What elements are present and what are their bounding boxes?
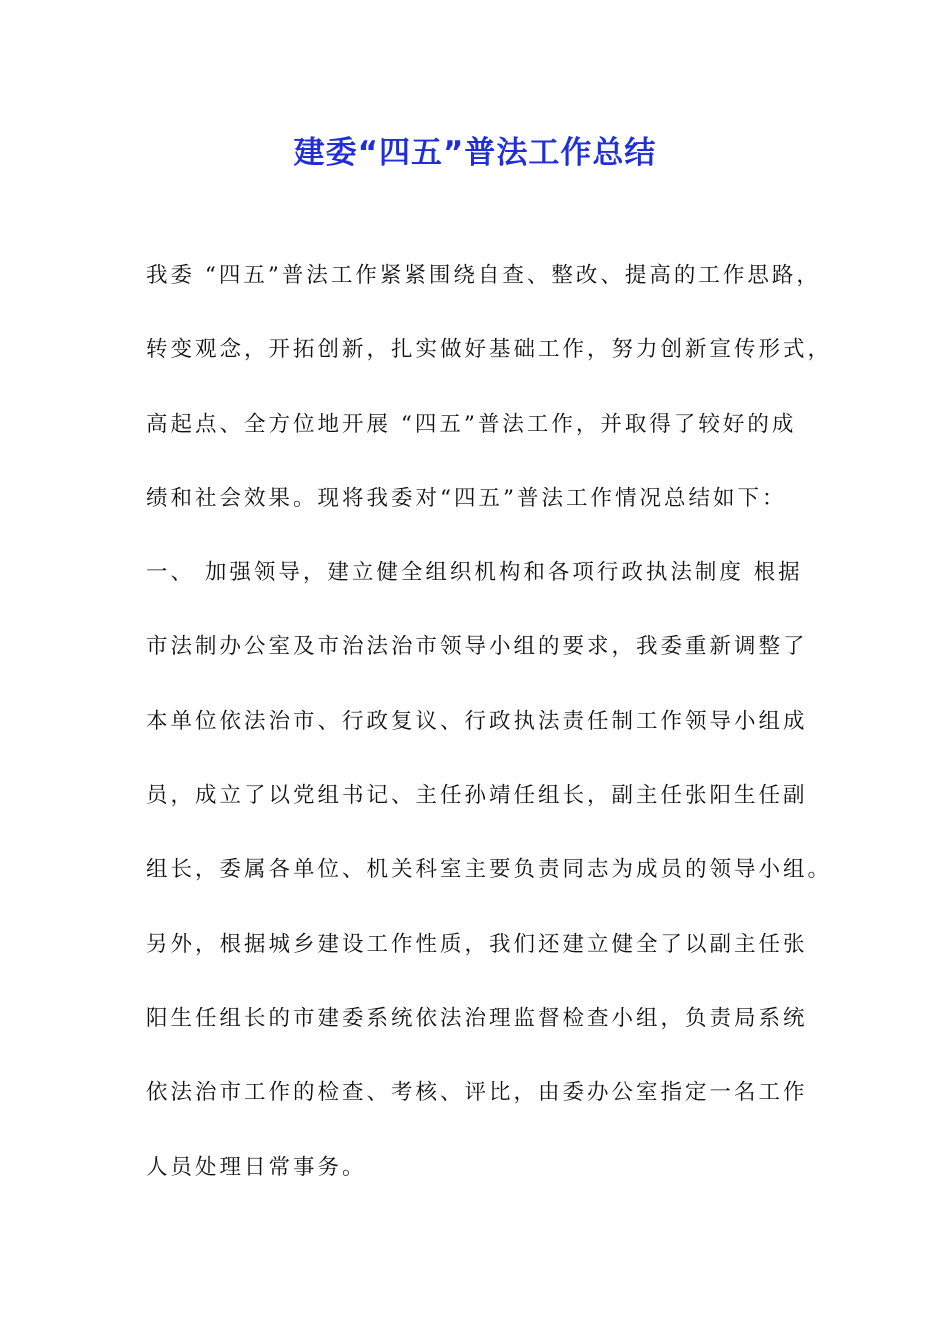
paragraph-line: 高起点、全方位地开展 “四五”普法工作，并取得了较好的成 <box>146 411 797 437</box>
paragraph-line: 另外，根据城乡建设工作性质，我们还建立健全了以副主任张 <box>146 931 808 957</box>
paragraph-line: 依法治市工作的检查、考核、评比，由委办公室指定一名工作 <box>146 1080 808 1106</box>
paragraph-line: 人员处理日常事务。 <box>146 1154 367 1180</box>
paragraph-line: 市法制办公室及市治法治市领导小组的要求，我委重新调整了 <box>146 634 808 660</box>
paragraph-line: 组长，委属各单位、机关科室主要负责同志为成员的领导小组。 <box>146 857 833 883</box>
document-body <box>146 264 846 1230</box>
section-heading-line: 一、 加强领导，建立健全组织机构和各项行政执法制度 根据 <box>146 560 803 586</box>
paragraph-line: 员，成立了以党组书记、主任孙靖任组长，副主任张阳生任副 <box>146 783 808 809</box>
document-title: 建委“四五”普法工作总结 <box>293 135 657 171</box>
paragraph-line: 本单位依法治市、行政复议、行政执法责任制工作领导小组成 <box>146 708 808 734</box>
paragraph-line: 绩和社会效果。现将我委对“四五”普法工作情况总结如下： <box>146 485 787 511</box>
paragraph-line: 阳生任组长的市建委系统依法治理监督检查小组，负责局系统 <box>146 1005 808 1031</box>
paragraph-line: 转变观念，开拓创新，扎实做好基础工作，努力创新宣传形式， <box>146 337 833 363</box>
paragraph-line: 我委 “四五”普法工作紧紧围绕自查、整改、提高的工作思路， <box>146 263 821 288</box>
